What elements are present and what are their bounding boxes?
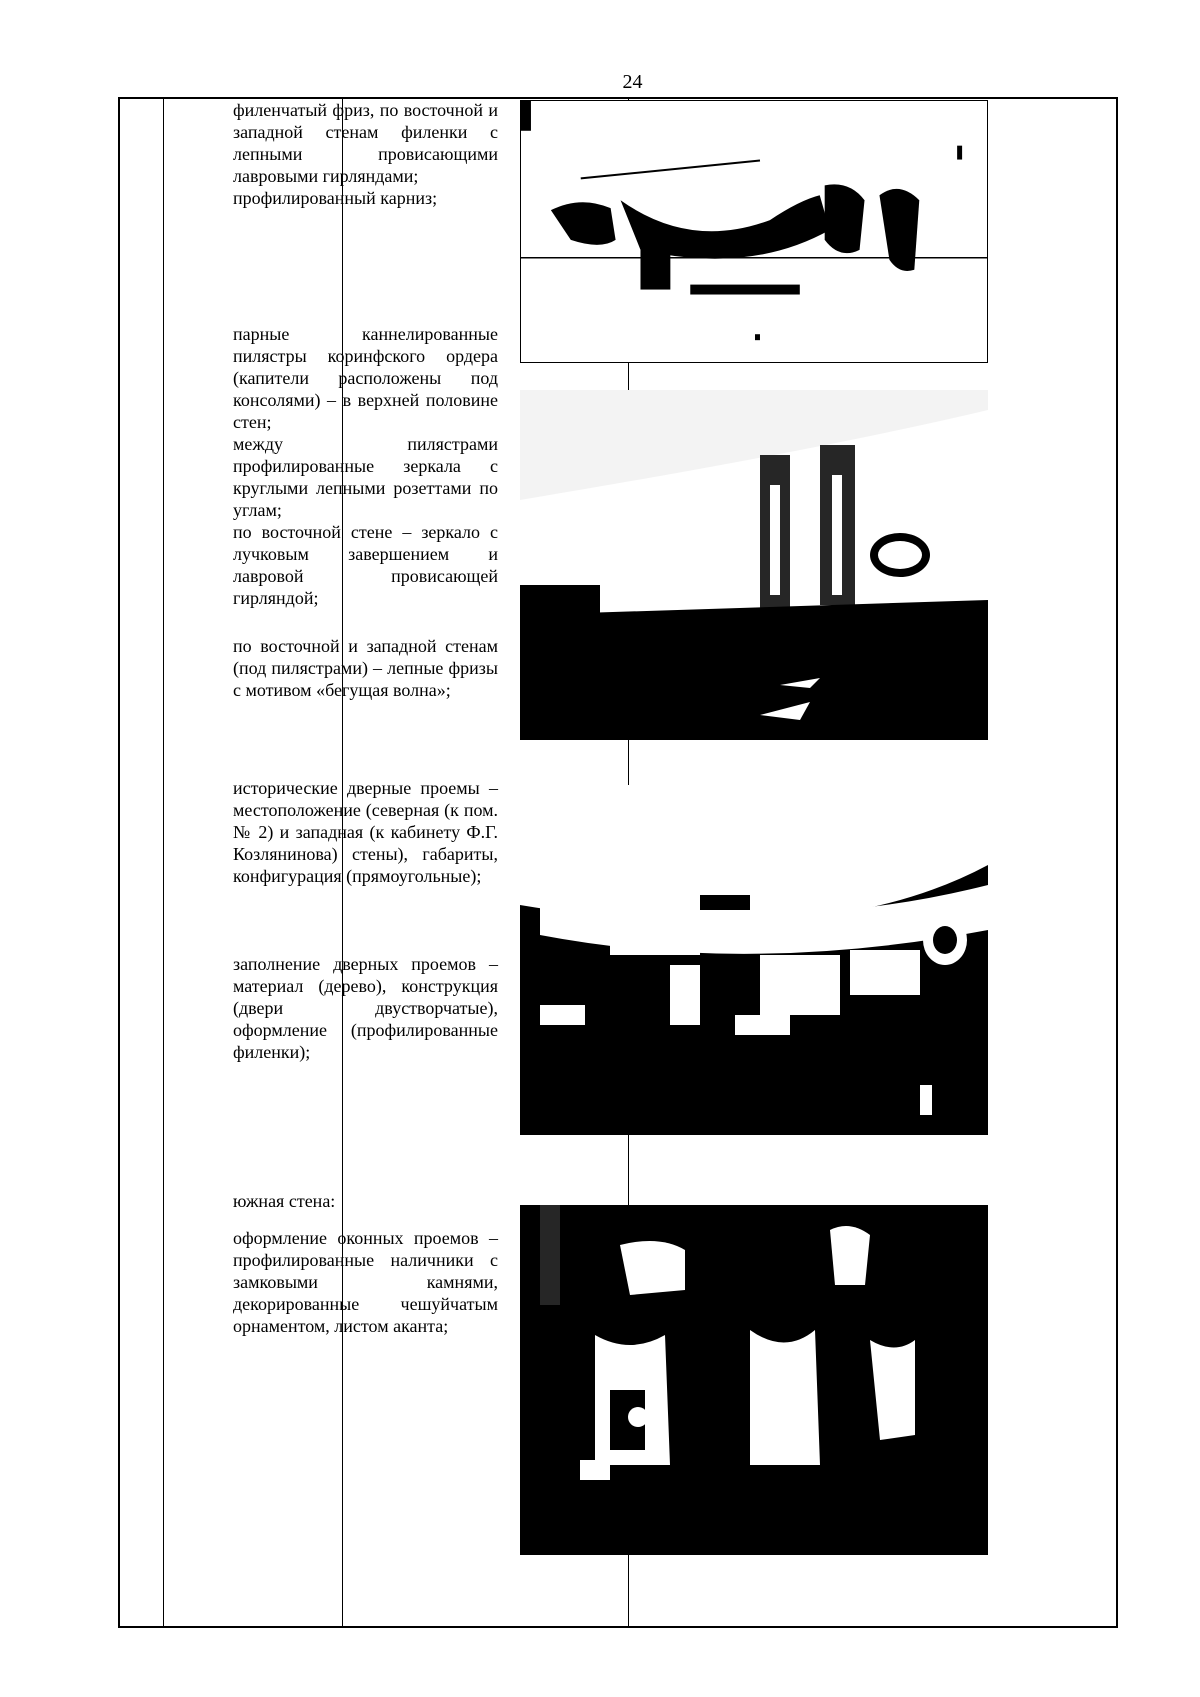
paragraph: профилированный карниз; [233,188,438,208]
paragraph: филенчатый фриз, по восточной и западной стенам филенки с лепными провисающими лавровыми гирляндами; [233,100,498,186]
column-divider [163,99,164,1626]
paragraph: по восточной стене – зеркало с лучковым завершением и лавровой провисающей гирляндой; [233,522,498,608]
paragraph: между пилястрами профилированные зеркала с круглыми лепными розеттами по углам; [233,434,498,520]
text-door-openings [233,777,498,887]
text-pilasters-mirrors [233,323,498,609]
text-frieze-cornice [233,99,498,209]
text-wave-frieze [233,635,498,701]
photo-door-openings [520,785,988,1135]
text-south-wall [233,1190,498,1212]
photo-window-framing [520,1205,988,1555]
text-door-fill [233,953,498,1063]
paragraph: парные каннелированные пилястры коринфского ордера (капители расположены под консолями) – в верхней половине стен; [233,324,498,432]
photo-garland-frieze [520,100,988,363]
paragraph: исторические дверные проемы – местоположение (северная (к пом. № 2) и западная (к кабинету Ф.Г. Козлянинова) стены), габариты, конфигурация (прямоугольные); [233,778,498,886]
paragraph: заполнение дверных проемов – материал (дерево), конструкция (двери двустворчатые), оформление (профилированные филенки); [233,954,498,1062]
paragraph: по восточной и западной стенам (под пилястрами) – лепные фризы с мотивом «бегущая волна»; [233,636,498,700]
photo-pilasters [520,390,988,740]
text-window-framing [233,1227,498,1337]
paragraph: оформление оконных проемов – профилированные наличники с замковыми камнями, декорированные чешуйчатым орнаментом, листом аканта; [233,1228,498,1336]
page-number: 24 [622,71,643,93]
paragraph: южная стена: [233,1191,336,1211]
